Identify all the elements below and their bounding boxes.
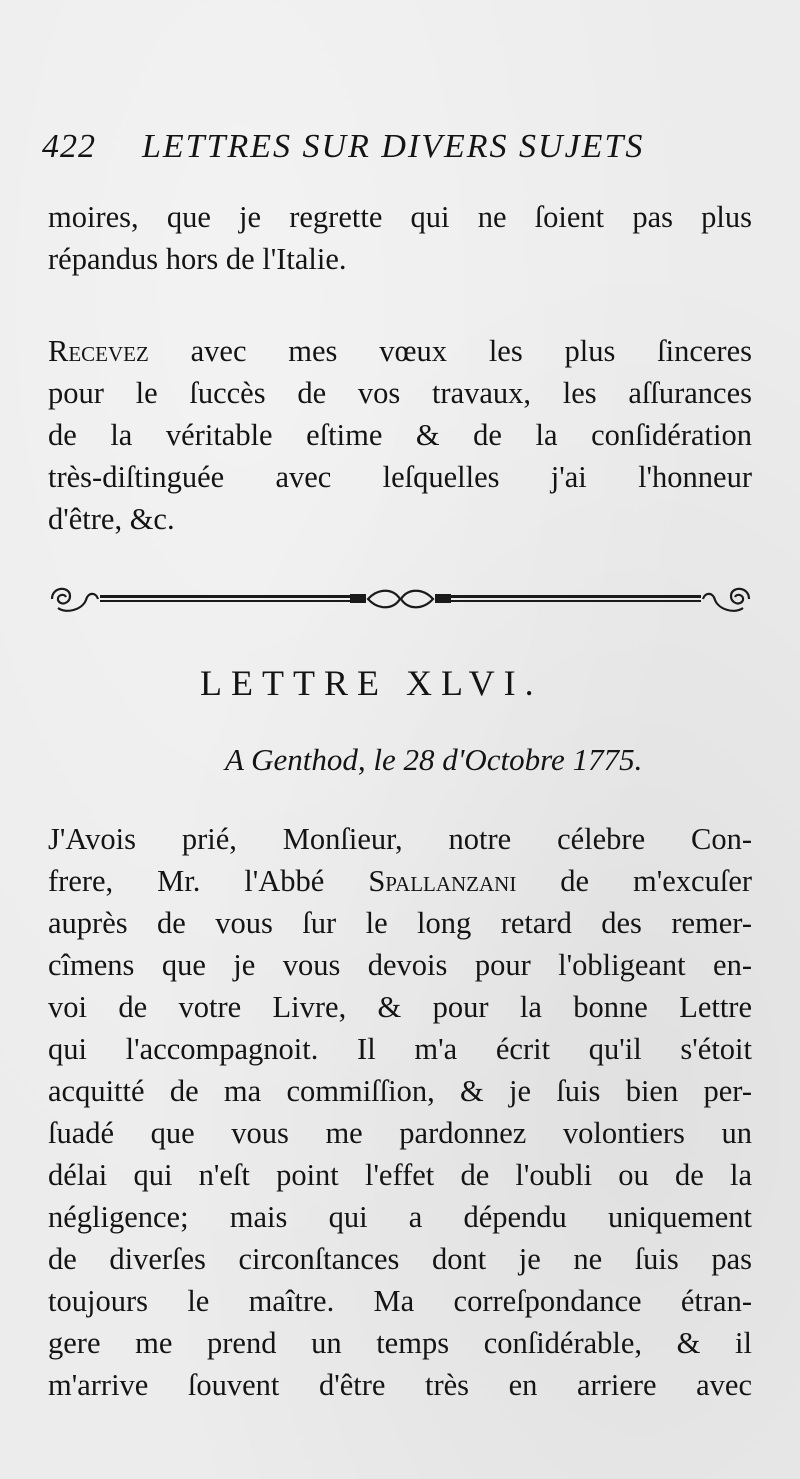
paragraph-continued <box>48 196 752 280</box>
text-line: J'Avois prié, Monſieur, notre célebre Con- <box>48 822 752 856</box>
text-line: frere, Mr. l'Abbé Spallanzani de m'excuſer <box>48 864 753 898</box>
text-line: m'arrive ſouvent d'être très en arriere avec <box>48 1368 752 1402</box>
text-line: auprès de vous ſur le long retard des remer- <box>48 906 752 940</box>
text-line: de diverſes circonſtances dont je ne ſuis pas <box>48 1242 752 1276</box>
letter-body <box>48 818 752 1406</box>
text-line: acquitté de ma commiſſion, & je ſuis bien per- <box>48 1074 752 1108</box>
letter-heading: LETTRE XLVI. <box>200 663 543 703</box>
text-line: répandus hors de l'Italie. <box>48 242 347 276</box>
text-line: cîmens que je vous devois pour l'obligeant en- <box>48 948 752 982</box>
paragraph-closing <box>48 330 752 540</box>
text-line: ſuadé que vous me pardonnez volontiers un <box>48 1116 752 1150</box>
text-line: très-diſtinguée avec leſquelles j'ai l'honneur <box>48 460 752 494</box>
text-line: délai qui n'eſt point l'effet de l'oubli ou de la <box>48 1158 752 1192</box>
dateline: A Genthod, le 28 d'Octobre 1775. <box>225 742 643 777</box>
text-line: négligence; mais qui a dépendu uniquement <box>48 1200 752 1234</box>
text-line: toujours le maître. Ma correſpondance étran- <box>48 1284 752 1318</box>
running-title: LETTRES SUR DIVERS SUJETS <box>142 128 645 165</box>
text-line: d'être, &c. <box>48 502 175 536</box>
name-small-caps: Spallanzani <box>368 864 517 898</box>
ornamental-rule <box>48 580 753 618</box>
text-line: de la véritable eſtime & de la conſidération <box>48 418 752 452</box>
text-line: moires, que je regrette qui ne ſoient pas plus <box>48 200 752 234</box>
page-header <box>42 128 760 178</box>
first-word-small-caps: Recevez <box>48 334 149 368</box>
text-line: voi de votre Livre, & pour la bonne Lettre <box>48 990 752 1024</box>
text-line: gere me prend un temps conſidérable, & il <box>48 1326 752 1360</box>
text-line: qui l'accompagnoit. Il m'a écrit qu'il s'étoit <box>48 1032 752 1066</box>
text-line: Recevez avec mes vœux les plus ſinceres <box>48 334 752 368</box>
text-line: pour le ſuccès de vos travaux, les aſſurances <box>48 376 752 410</box>
page-number: 422 <box>42 128 96 165</box>
